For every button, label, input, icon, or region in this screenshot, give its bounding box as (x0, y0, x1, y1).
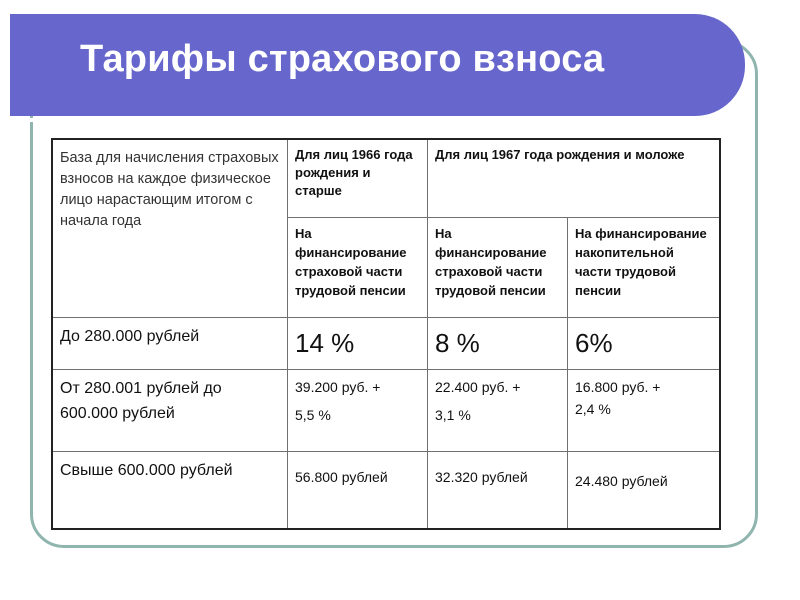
rate-percent: 3,1 % (435, 406, 471, 423)
rate-cell: 56.800 рублей (288, 451, 428, 529)
rate-amount: 16.800 руб. + (575, 378, 661, 395)
header-base-cell: База для начисления страховых взносов на каждое физическое лицо нарастающим итогом с начала года (52, 139, 288, 317)
subheader-1966-insurance: На финансирование страховой части трудовой пенсии (288, 217, 428, 317)
slide-title: Тарифы страхового взноса (80, 38, 605, 80)
rate-cell (568, 369, 721, 451)
rate-cell: 32.320 рублей (428, 451, 568, 529)
subheader-1967-funded: На финансирование накопительной части трудовой пенсии (568, 217, 721, 317)
header-row (52, 139, 720, 217)
rate-cell: 8 % (428, 317, 568, 369)
rate-cell: 24.480 рублей (568, 451, 721, 529)
tariff-table (51, 138, 721, 530)
table-row (52, 369, 720, 451)
header-1967-cell: Для лиц 1967 года рождения и моложе (428, 139, 721, 217)
table-row (52, 451, 720, 529)
rate-cell (288, 369, 428, 451)
row-base-cell: От 280.001 рублей до 600.000 рублей (52, 369, 288, 451)
rate-percent: 2,4 % (575, 400, 611, 417)
title-underline (30, 118, 720, 122)
subheader-1967-insurance: На финансирование страховой части трудовой пенсии (428, 217, 568, 317)
rate-cell (428, 369, 568, 451)
row-base-cell: До 280.000 рублей (52, 317, 288, 369)
row-base-cell: Свыше 600.000 рублей (52, 451, 288, 529)
rate-cell: 6% (568, 317, 721, 369)
rate-cell: 14 % (288, 317, 428, 369)
header-1966-cell: Для лиц 1966 года рождения и старше (288, 139, 428, 217)
rate-percent: 5,5 % (295, 406, 331, 423)
rate-amount: 39.200 руб. + (295, 378, 381, 395)
rate-amount: 22.400 руб. + (435, 378, 521, 395)
table-row (52, 317, 720, 369)
